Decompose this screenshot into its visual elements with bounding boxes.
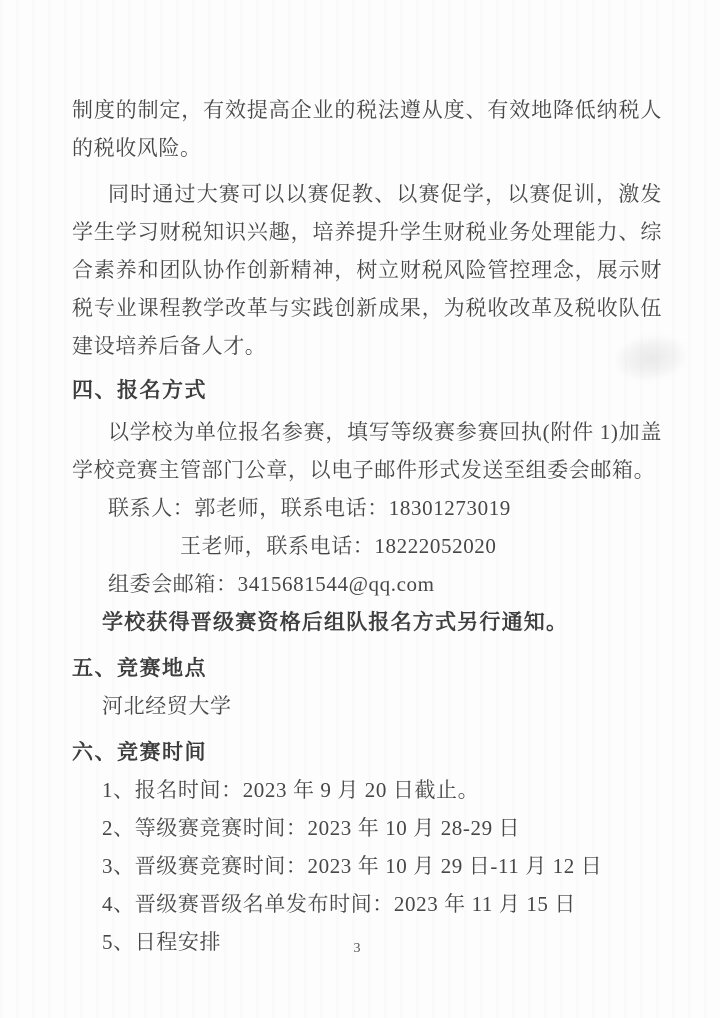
contact-line-2: 王老师，联系电话：18222052020 xyxy=(180,534,497,558)
schedule-item-2: 2、等级赛竞赛时间：2023 年 10 月 28-29 日 xyxy=(102,816,521,840)
document-body xyxy=(72,91,662,961)
registration-notice: 学校获得晋级赛资格后组队报名方式另行通知。 xyxy=(102,610,569,634)
section-heading-schedule: 六、竞赛时间 xyxy=(72,740,207,764)
section-heading-registration: 四、报名方式 xyxy=(72,378,207,402)
contact-line-1: 联系人：郭老师，联系电话：18301273019 xyxy=(108,496,511,520)
committee-email-line: 组委会邮箱：3415681544@qq.com xyxy=(108,572,435,596)
schedule-item-5: 5、日程安排 xyxy=(102,930,222,954)
schedule-item-1: 1、报名时间：2023 年 9 月 20 日截止。 xyxy=(102,778,480,802)
location-text: 河北经贸大学 xyxy=(102,694,232,718)
paragraph-intro: 同时通过大赛可以以赛促教、以赛促学，以赛促训，激发学生学习财税知识兴趣，培养提升学生财税业务处理能力、综合素养和团队协作创新精神，树立财税风险管控理念，展示财税专业课程教学改革与实践创新成果，为税收改革及税收队伍建设培养后备人才。 xyxy=(72,182,662,358)
paragraph-continuation: 制度的制定，有效提高企业的税法遵从度、有效地降低纳税人的税收风险。 xyxy=(72,98,662,160)
schedule-item-4: 4、晋级赛晋级名单发布时间：2023 年 11 月 15 日 xyxy=(102,892,576,916)
registration-paragraph: 以学校为单位报名参赛，填写等级赛参赛回执(附件 1)加盖学校竞赛主管部门公章，以电子邮件形式发送至组委会邮箱。 xyxy=(72,420,662,482)
section-heading-location: 五、竞赛地点 xyxy=(72,656,207,680)
schedule-item-3: 3、晋级赛竞赛时间：2023 年 10 月 29 日-11 月 12 日 xyxy=(102,854,603,878)
page-number: 3 xyxy=(353,941,361,956)
